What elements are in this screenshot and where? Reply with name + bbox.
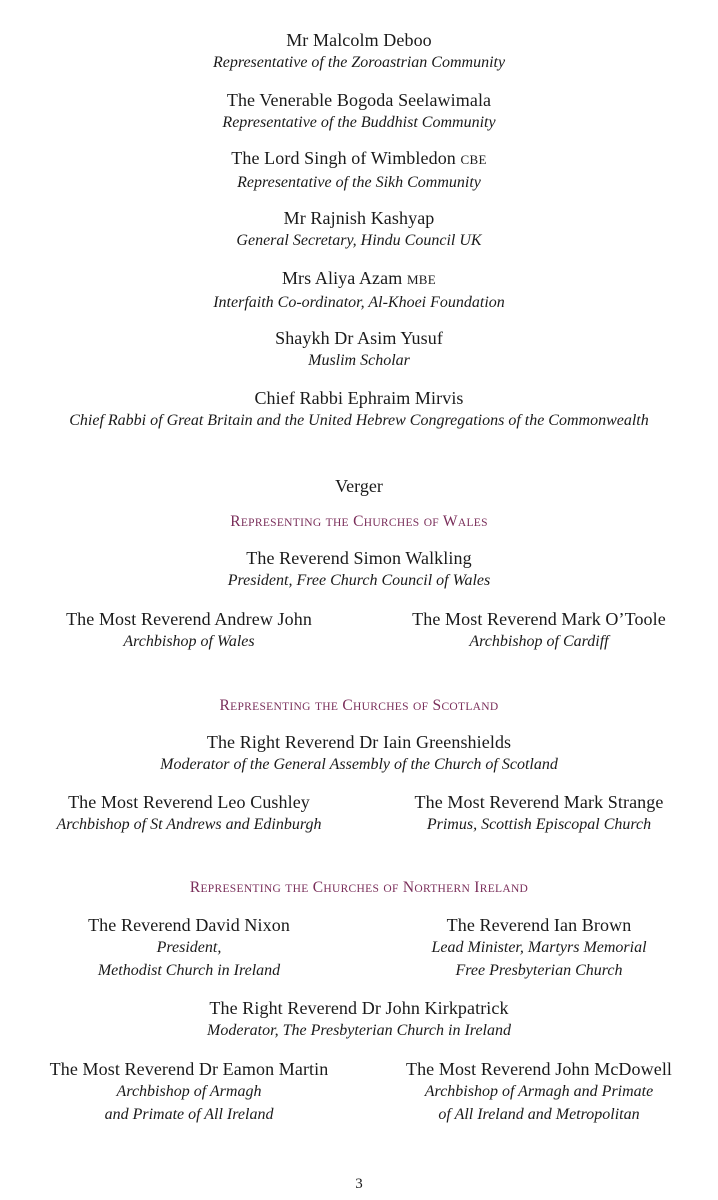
entry-ni-right-1 [360,914,718,982]
entry-name: The Right Reverend Dr John Kirkpatrick [209,998,509,1018]
entry-honour: CBE [460,152,487,167]
entry-role-line: Archbishop of Armagh and Primate [424,1083,654,1100]
entry-name: The Venerable Bogoda Seelawimala [226,90,492,110]
entry-role: Moderator, The Presbyterian Church in Ireland [207,1022,511,1039]
entry-role: Muslim Scholar [308,352,410,369]
entry-role: Representative of the Buddhist Community [222,114,496,131]
entry-wales-centre [0,547,718,592]
heading-text: REPRESENTING THE CHURCHES OF WALES [230,513,488,530]
entry-wales-left [0,608,378,653]
entry-ni-left-2 [0,1058,378,1126]
entry-role: President, Free Church Council of Wales [227,572,491,589]
entry-name: The Right Reverend Dr Iain Greenshields [206,732,512,752]
entry-role-line: President, [156,939,222,956]
entry-role: Archbishop of Wales [123,633,255,650]
entry-role: Chief Rabbi of Great Britain and the United Hebrew Congregations of the Commonwealth [69,412,649,429]
entry-hindu [0,207,718,252]
entry-chief-rabbi [0,387,718,432]
entry-name: The Reverend David Nixon [88,915,290,935]
entry-name-text: The Lord Singh of Wimbledon [231,148,456,168]
entry-role-line: of All Ireland and Metropolitan [438,1106,640,1123]
entry-name: Mr Malcolm Deboo [286,30,432,50]
entry-role: Moderator of the General Assembly of the Church of Scotland [160,756,558,773]
entry-name: Mr Rajnish Kashyap [283,208,435,228]
entry-ni-left-1 [0,914,378,982]
entry-role: Archbishop of Cardiff [469,633,609,650]
entry-name: The Most Reverend Mark O’Toole [412,609,666,629]
entry-name: The Reverend Ian Brown [446,915,632,935]
entry-al-khoei [0,267,718,314]
entry-role-line: Methodist Church in Ireland [97,962,281,979]
entry-role-line: Lead Minister, Martyrs Memorial [431,939,647,956]
entry-role-line: Free Presbyterian Church [455,962,623,979]
page-number: 3 [355,1176,363,1192]
entry-ni-right-2 [360,1058,718,1126]
entry-honour: MBE [406,272,437,287]
entry-name: The Most Reverend John McDowell [405,1059,673,1079]
entry-scotland-centre [0,731,718,776]
entry-role-line: Archbishop of Armagh [116,1083,262,1100]
entry-name [0,267,718,291]
entry-name: Chief Rabbi Ephraim Mirvis [254,388,464,408]
entry-name: The Reverend Simon Walkling [246,548,472,568]
entry-buddhist [0,89,718,134]
entry-role: General Secretary, Hindu Council UK [236,232,482,249]
entry-role: Archbishop of St Andrews and Edinburgh [56,816,322,833]
entry-role: Representative of the Zoroastrian Community [212,54,506,71]
entry-name: The Most Reverend Andrew John [66,609,312,629]
heading-text: REPRESENTING THE CHURCHES OF NORTHERN IRELAND [189,879,529,896]
entry-muslim-scholar [0,327,718,372]
entry-role: Representative of the Sikh Community [237,174,481,191]
entry-name: The Most Reverend Mark Strange [414,792,664,812]
section-heading-scotland [0,696,718,717]
entry-name: The Most Reverend Leo Cushley [68,792,310,812]
entry-wales-right [360,608,718,653]
entry-role: Primus, Scottish Episcopal Church [426,816,652,833]
section-heading-wales [0,512,718,533]
heading-text: REPRESENTING THE CHURCHES OF SCOTLAND [219,697,499,714]
entry-sikh [0,147,718,194]
verger-label: Verger [335,476,383,496]
entry-ni-centre [0,997,718,1042]
entry-role: Interfaith Co-ordinator, Al-Khoei Foundation [213,294,505,311]
section-heading-northern-ireland [0,878,718,899]
entry-scotland-right [360,791,718,836]
entry-zoroastrian [0,29,718,74]
entry-scotland-left [0,791,378,836]
entry-name-text: Mrs Aliya Azam [281,268,403,288]
entry-name: The Most Reverend Dr Eamon Martin [49,1059,329,1079]
entry-name: Shaykh Dr Asim Yusuf [275,328,443,348]
entry-role-line: and Primate of All Ireland [104,1106,274,1123]
entry-name [0,147,718,171]
